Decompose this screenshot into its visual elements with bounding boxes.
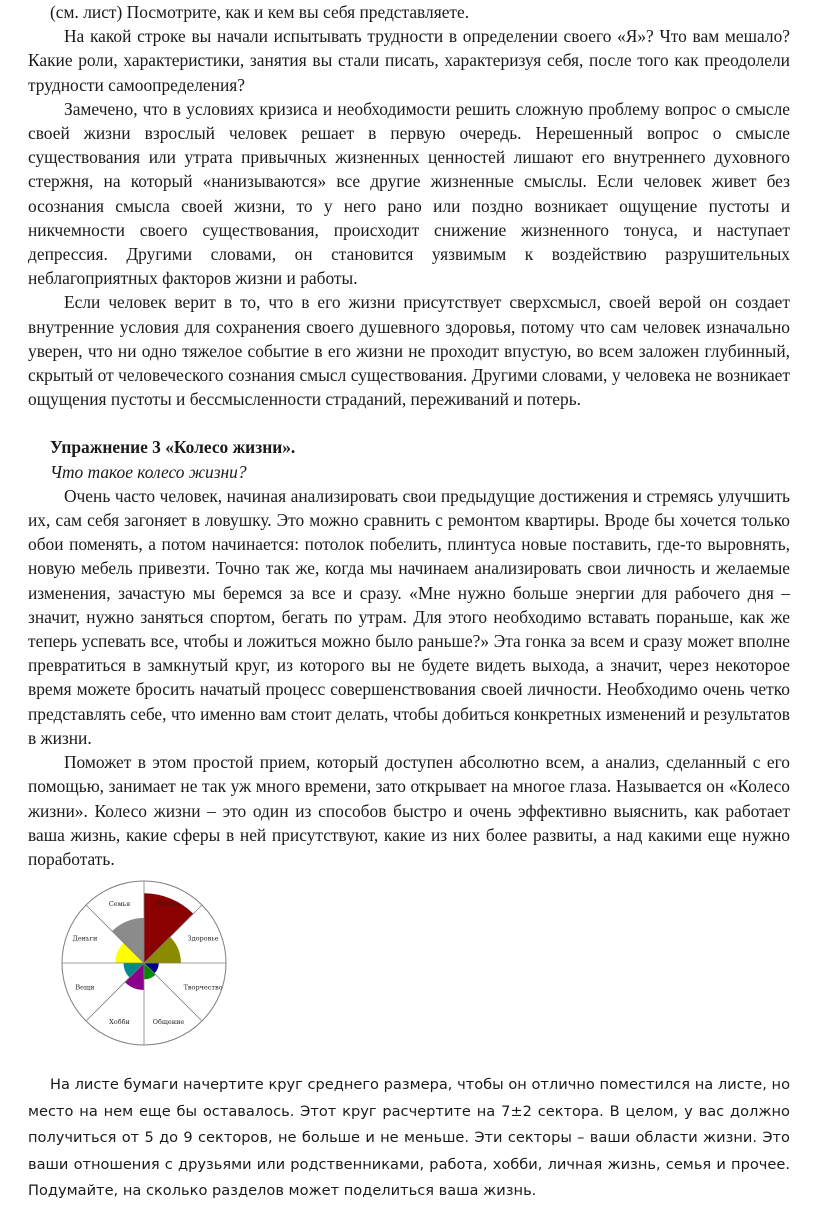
instruction-block xyxy=(28,1072,790,1205)
wheel-sector-label: Творчество xyxy=(183,983,223,992)
exercise-subtitle: Что такое колесо жизни? xyxy=(50,461,247,482)
paragraph: На какой строке вы начали испытывать трудности в определении своего «Я»? Что вам мешало? Какие роли, характеристики, занятия вы стали писать, характеризуя себя, после того как преодолели трудности самоопределения? xyxy=(28,26,790,95)
life-wheel-chart xyxy=(58,877,230,1049)
exercise-title: Упражнение 3 «Колесо жизни». xyxy=(50,437,296,458)
wheel-sector-label: Семья xyxy=(108,900,131,909)
document-body xyxy=(28,0,790,1057)
wheel-sector-label: Хобби xyxy=(109,1018,130,1027)
instruction-paragraph: На листе бумаги начертите круг среднего размера, чтобы он отлично поместился на листе, но место на нем еще бы оставалось. Этот круг расчертите на 7±2 сектора. В целом, у вас должно получиться от 5 до 9 секторов, не больше и не меньше. Эти секторы – ваши области жизни. Это ваши отношения с друзьями или родственниками, работа, хобби, личная жизнь, семья и прочее. Подумайте, на сколько разделов может поделиться ваша жизнь. xyxy=(28,1076,790,1200)
wheel-sector-label: Деньги xyxy=(72,934,98,943)
wheel-sector-label: Вещи xyxy=(75,983,95,992)
paragraph: (см. лист) Посмотрите, как и кем вы себя представляете. xyxy=(50,2,470,22)
paragraph: Поможет в этом простой прием, который доступен абсолютно всем, а анализ, сделанный с его помощью, занимает не так уж много времени, зато открывает на многое глаза. Называется он «Колесо жизни». Колесо жизни – это один из способов быстро и очень эффективно выяснить, как работает ваша жизнь, какие сферы в ней присутствуют, какие из них более развиты, а над какими еще нужно поработать. xyxy=(28,752,790,869)
paragraph: Если человек верит в то, что в его жизни присутствует сверхсмысл, своей верой он создает внутренние условия для сохранения своего душевного здоровья, потому что сам человек изначально уверен, что ни одно тяжелое событие в его жизни не проходит впустую, во всем заложен глубинный, скрытый от человеческого сознания смысл существования. Другими словами, у человека не возникает ощущения пустоты и бессмысленности страданий, переживаний и потерь. xyxy=(28,292,790,410)
wheel-sector-label: Здоровье xyxy=(187,934,219,943)
paragraph: Очень часто человек, начиная анализировать свои предыдущие достижения и стремясь улучшить их, сам себя загоняет в ловушку. Это можно сравнить с ремонтом квартиры. Вроде бы хочется только обои поменять, а потом начинается: потолок побелить, плинтуса новые поставить, где-то выровнять, новую мебель привезти. Точно так же, когда мы начинаем анализировать свои личность и желаемые изменения, зачастую мы беремся за все и сразу. «Мне нужно больше энергии для рабочего дня – значит, нужно заняться спортом, бегать по утрам. Для этого необходимо вставать пораньше, как же теперь успевать все, чтобы и ложиться можно было раньше?» Эта гонка за всем и сразу может вполне превратиться в замкнутый круг, из которого вы не будете видеть выхода, а значит, через некоторое время можете бросить начатый процесс совершенствования своей личности. Необходимо очень четко представлять себе, что именно вам стоит делать, чтобы добиться конкретных изменений и результатов в жизни. xyxy=(28,485,790,748)
wheel-sector-label: Работа xyxy=(156,900,181,909)
life-wheel-figure xyxy=(28,877,790,1057)
paragraph: Замечено, что в условиях кризиса и необходимости решить сложную проблему вопрос о смысле своей жизни взрослый человек решает в первую очередь. Нерешенный вопрос о смысле существования или утрата привычных жизненных ценностей лишают его внутреннего духовного стержня, на который «нанизываются» все другие жизненные смыслы. Если человек живет без осознания смысла своей жизни, то у него рано или поздно возникает ощущение пустоты и никчемности своего существования, происходит снижение жизненного тонуса, и наступает депрессия. Другими словами, он становится уязвимым к воздействию разрушительных неблагоприятных факторов жизни и работы. xyxy=(28,98,790,289)
wheel-sector-label: Общение xyxy=(152,1018,185,1027)
